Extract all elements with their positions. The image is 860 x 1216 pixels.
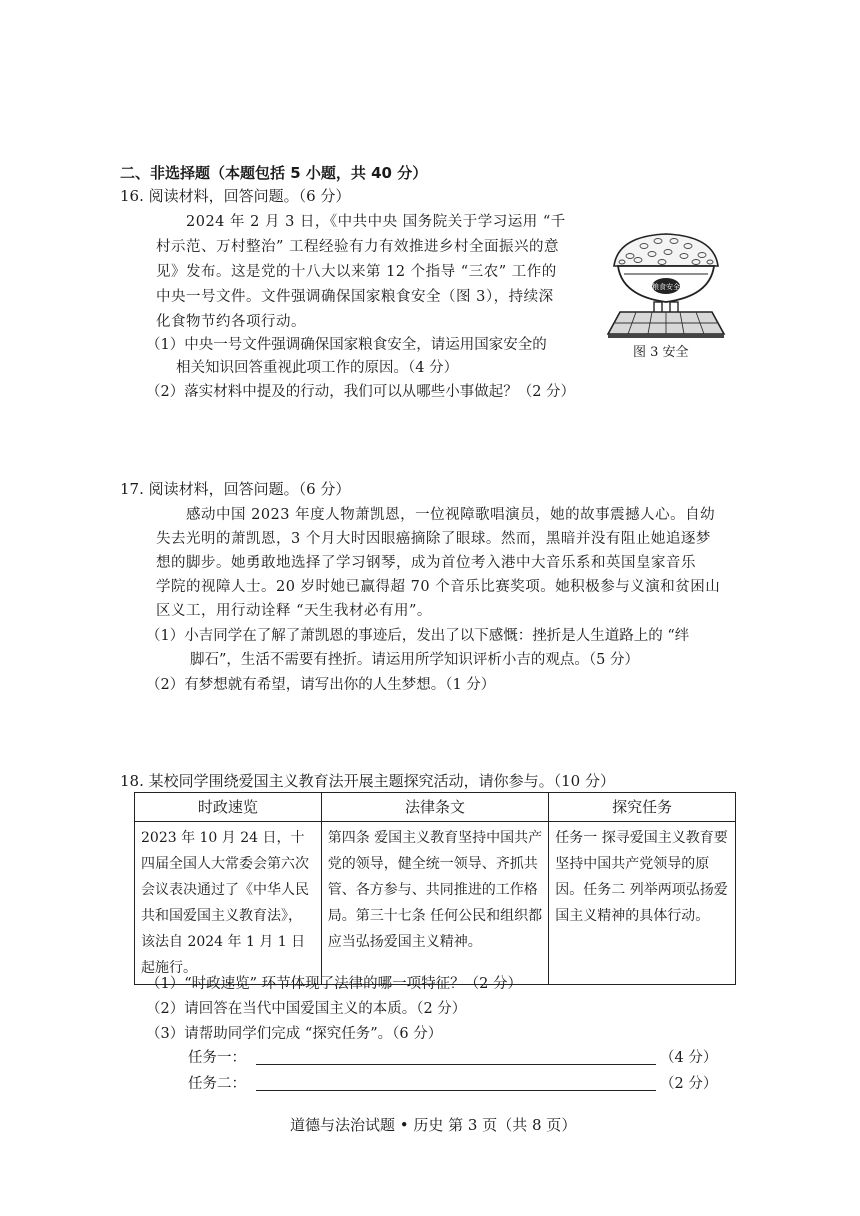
q17-material-line: 想的脚步。她勇敢地选择了学习钢琴，成为首位考入港中大音乐系和英国皇家音乐	[156, 555, 696, 571]
figure-caption: 图 3 安全	[633, 345, 689, 360]
q16-material-line: 化食物节约各项行动。	[156, 314, 306, 330]
task-1-score: （4 分）	[660, 1050, 718, 1066]
figure-rice-bowl-illustration	[600, 222, 732, 340]
q17-sub-question-1-cont: 脚石”，生活不需要有挫折。请运用所学知识评析小吉的观点。（5 分）	[190, 652, 639, 668]
q17-sub-question-1: （1）小吉同学在了解了萧凯恩的事迹后，发出了以下感慨：挫折是人生道路上的 “绊	[146, 628, 690, 644]
page-footer: 道德与法治试题 • 历史 第 3 页（共 8 页）	[290, 1116, 577, 1134]
q16-sub-question-1: （1）中央一号文件强调确保国家粮食安全，请运用国家安全的	[146, 337, 547, 353]
q16-sub-question-2: （2）落实材料中提及的行动，我们可以从哪些小事做起？（2 分）	[146, 384, 576, 400]
bowl-label: 粮食安全	[652, 283, 680, 291]
q16-material-line: 中央一号文件。文件强调确保国家粮食安全（图 3），持续深	[156, 289, 554, 305]
table-cell-news: 2023 年 10 月 24 日，十四届全国人大常委会第六次会议表决通过了《中华人民共和国爱国主义教育法》，该法自 2024 年 1 月 1 日起施行。	[135, 822, 322, 985]
task-2-score: （2 分）	[660, 1076, 718, 1092]
task-1-answer-line[interactable]	[256, 1064, 656, 1065]
table-cell-task: 任务一 探寻爱国主义教育要坚持中国共产党领导的原因。任务二 列举两项弘扬爱国主义精神的具体行动。	[549, 822, 736, 985]
q18-sub-question-2: （2）请回答在当代中国爱国主义的本质。（2 分）	[146, 1001, 467, 1017]
task-2-answer-line[interactable]	[256, 1090, 656, 1091]
q18-sub-question-3: （3）请帮助同学们完成 “探究任务”。（6 分）	[146, 1026, 443, 1042]
section-title: 二、非选择题（本题包括 5 小题，共 40 分）	[120, 164, 428, 182]
task-1-label: 任务一：	[188, 1050, 246, 1066]
task-2-label: 任务二：	[188, 1076, 246, 1092]
q17-material-line: 感动中国 2023 年度人物萧凯恩，一位视障歌唱演员，她的故事震撼人心。自幼	[186, 507, 716, 523]
q16-sub-question-1-cont: 相关知识回答重视此项工作的原因。（4 分）	[176, 360, 459, 376]
q16-material-line: 2024 年 2 月 3 日，《中共中央 国务院关于学习运用 “千	[186, 214, 566, 230]
q16-material-line: 见》发布。这是党的十八大以来第 12 个指导 “三农” 工作的	[156, 264, 557, 280]
q18-sub-question-1: （1）“时政速览” 环节体现了法律的哪一项特征？（2 分）	[146, 976, 522, 992]
q17-material-line: 失去光明的萧凯恩，3 个月大时因眼癌摘除了眼球。然而，黑暗并没有阻止她追逐梦	[156, 531, 711, 547]
q16-material-line: 村示范、万村整治” 工程经验有力有效推进乡村全面振兴的意	[156, 239, 560, 255]
table-header-task: 探究任务	[549, 793, 736, 822]
q17-material-line: 学院的视障人士。20 岁时她已赢得超 70 个音乐比赛奖项。她积极参与义演和贫困山	[156, 579, 721, 595]
table-header-news: 时政速览	[135, 793, 322, 822]
question-18-title: 18. 某校同学围绕爱国主义教育法开展主题探究活动，请你参与。（10 分）	[120, 772, 615, 790]
q17-sub-question-2: （2）有梦想就有希望，请写出你的人生梦想。（1 分）	[146, 677, 496, 693]
q17-material-line: 区义工，用行动诠释 “天生我材必有用”。	[156, 603, 432, 619]
table-row	[135, 822, 736, 985]
exploration-table	[134, 792, 736, 985]
table-cell-law: 第四条 爱国主义教育坚持中国共产党的领导，健全统一领导、齐抓共管、各方参与、共同推进的工作格局。第三十七条 任何公民和组织都应当弘扬爱国主义精神。	[321, 822, 549, 985]
rice-bowl-icon	[600, 222, 732, 340]
table-header-law: 法律条文	[321, 793, 549, 822]
question-16-title: 16. 阅读材料，回答问题。（6 分）	[120, 187, 351, 205]
question-17-title: 17. 阅读材料，回答问题。（6 分）	[120, 480, 351, 498]
